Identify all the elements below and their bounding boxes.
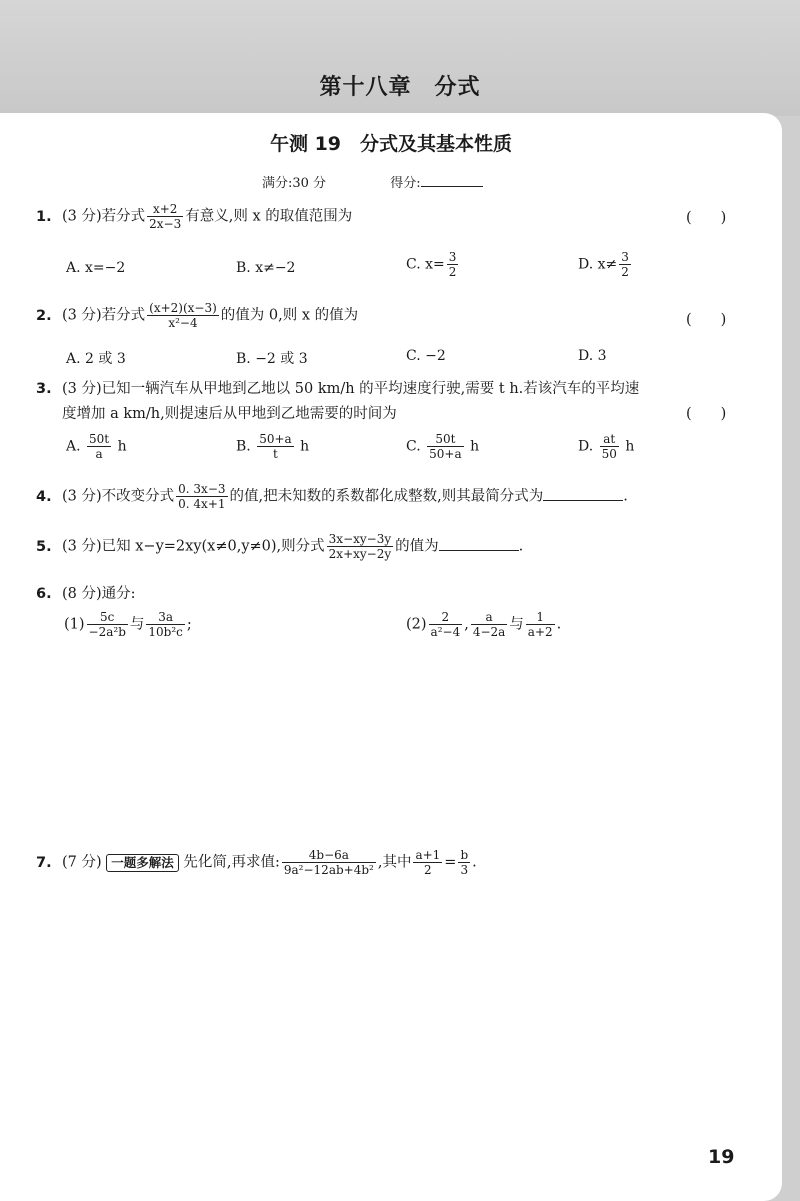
q-text: .: [518, 538, 524, 555]
numerator: 3a: [146, 610, 184, 625]
numerator: 50t: [89, 432, 110, 446]
fraction: [87, 432, 111, 461]
question-2: [36, 301, 358, 330]
denominator: a²−4: [430, 625, 461, 639]
question-number: 6.: [36, 586, 52, 602]
unit: h: [470, 438, 480, 455]
worksheet: [0, 113, 782, 1201]
fraction: [147, 301, 219, 330]
full-score: 满分:30 分: [262, 176, 327, 191]
fraction: [257, 432, 293, 461]
part-label: (1): [64, 616, 85, 633]
numerator: 5c: [87, 610, 128, 625]
option-c[interactable]: [406, 432, 479, 461]
denominator: 3: [460, 863, 469, 877]
option-label: A.: [66, 438, 81, 455]
q-text: 先化简,再求值:: [183, 854, 280, 871]
question-number: 2.: [36, 307, 52, 324]
numerator: 50+a: [259, 432, 292, 446]
denominator: 2x+xy−2y: [328, 547, 392, 561]
fraction: [176, 482, 227, 511]
question-number: 5.: [36, 538, 52, 555]
q-text: .: [556, 616, 562, 633]
question-3-line-2: 度增加 a km/h,则提速后从甲地到乙地需要的时间为: [62, 406, 397, 422]
answer-paren-2[interactable]: ( ): [686, 312, 727, 328]
denominator: 50+a: [429, 447, 462, 461]
q-text: (3 分)已知一辆汽车从甲地到乙地以 50 km/h 的平均速度行驶,需要 t h.若该汽车的平均速: [62, 381, 640, 397]
page-number: 19: [708, 1146, 735, 1168]
option-label: D. x≠: [578, 256, 618, 273]
denominator: 10b²c: [148, 625, 183, 639]
option-b[interactable]: [236, 432, 309, 461]
q-text: 与: [509, 616, 524, 633]
question-3: [36, 377, 639, 398]
answer-paren-3[interactable]: ( ): [686, 406, 727, 422]
unit: h: [117, 438, 127, 455]
unit: h: [625, 438, 635, 455]
fraction: [619, 250, 631, 279]
answer-blank-5[interactable]: [439, 536, 519, 551]
question-number: 4.: [36, 488, 52, 505]
numerator: 1: [526, 610, 555, 625]
fraction: [458, 848, 470, 877]
part-label: (2): [406, 616, 427, 633]
question-7: [36, 848, 477, 877]
numerator: a: [471, 610, 507, 625]
denominator: a: [95, 447, 103, 461]
got-score-label: 得分:: [390, 176, 421, 191]
denominator: 2x−3: [149, 217, 182, 231]
question-6: [36, 582, 136, 603]
q-text: (3 分)不改变分式: [62, 488, 175, 505]
option-label: D.: [578, 438, 594, 455]
question-number: 3.: [36, 381, 52, 397]
question-6-part-2: [406, 610, 561, 639]
q-text: 的值为 0,则 x 的值为: [220, 307, 359, 324]
question-number: 7.: [36, 854, 52, 871]
numerator: b: [460, 848, 469, 862]
question-4: [36, 482, 628, 511]
numerator: 3: [448, 250, 457, 264]
denominator: −2a²b: [88, 625, 126, 639]
option-c[interactable]: C. −2: [406, 348, 446, 364]
fraction: [146, 610, 184, 639]
q-text: (3 分)若分式: [62, 208, 146, 225]
fraction: [413, 848, 442, 877]
numerator: at: [600, 432, 619, 447]
denominator: 2: [448, 265, 457, 279]
denominator: a+2: [527, 625, 553, 639]
fraction: [427, 432, 463, 461]
denominator: x²−4: [168, 316, 198, 330]
option-b[interactable]: B. −2 或 3: [236, 351, 308, 367]
answer-blank-4[interactable]: [543, 486, 623, 501]
q-text: (3 分)若分式: [62, 307, 146, 324]
denominator: 2: [621, 265, 629, 279]
option-a[interactable]: A. 2 或 3: [66, 351, 126, 367]
q-text: (3 分)已知 x−y=2xy(x≠0,y≠0),则分式: [62, 538, 325, 555]
fraction: [600, 432, 619, 461]
multi-solution-badge: 一题多解法: [106, 854, 179, 872]
numerator: a+1: [415, 848, 441, 862]
numerator: (x+2)(x−3): [149, 301, 217, 315]
question-number: 1.: [36, 208, 52, 225]
question-6-part-1: [64, 610, 192, 639]
q-text: (7 分): [62, 854, 102, 871]
q-text: ;: [186, 616, 192, 633]
question-1: [36, 202, 352, 231]
q-text: 有意义,则 x 的取值范围为: [185, 208, 353, 225]
fraction: [282, 848, 376, 877]
section-title: 午测 19 分式及其基本性质: [269, 133, 513, 155]
option-b[interactable]: B. x≠−2: [236, 260, 296, 276]
denominator: 2: [424, 863, 432, 877]
chapter-title: 第十八章 分式: [319, 75, 481, 100]
option-d[interactable]: [578, 250, 633, 279]
option-label: C.: [406, 438, 421, 455]
option-d[interactable]: D. 3: [578, 348, 607, 364]
fraction: [147, 202, 183, 231]
denominator: 4−2a: [472, 625, 506, 639]
denominator: 50: [601, 447, 617, 461]
fraction: [471, 610, 507, 639]
option-c[interactable]: [406, 250, 460, 279]
denominator: 9a²−12ab+4b²: [283, 863, 374, 877]
fraction: [526, 610, 555, 639]
q-text: (8 分)通分:: [62, 586, 136, 602]
numerator: 3x−xy−3y: [328, 532, 392, 546]
q-text: .: [623, 488, 628, 505]
q-text: ,其中: [377, 854, 412, 871]
q-text: 的值,把未知数的系数都化成整数,则其最简分式为: [229, 488, 544, 505]
option-label: B.: [236, 438, 251, 455]
unit: h: [300, 438, 310, 455]
q-text: .: [472, 854, 477, 871]
score-line: [262, 172, 483, 191]
fraction: [429, 610, 463, 639]
fraction: [447, 250, 459, 279]
q-text: 与: [129, 616, 145, 633]
numerator: 0. 3x−3: [178, 482, 226, 496]
fraction: [87, 610, 128, 639]
denominator: 0. 4x+1: [178, 497, 226, 511]
answer-paren-1[interactable]: ( ): [686, 210, 727, 226]
fraction: [327, 532, 393, 561]
option-label: C. x=: [406, 256, 445, 273]
q-text: =: [444, 854, 457, 871]
numerator: 2: [429, 610, 463, 625]
score-blank[interactable]: [421, 174, 483, 187]
q-text: ,: [464, 616, 469, 633]
option-a[interactable]: [66, 432, 127, 461]
option-a[interactable]: A. x=−2: [66, 260, 126, 276]
denominator: t: [273, 447, 278, 461]
question-5: [36, 532, 523, 561]
numerator: 50t: [427, 432, 463, 447]
numerator: x+2: [147, 202, 183, 217]
option-d[interactable]: [578, 432, 634, 461]
numerator: 4b−6a: [282, 848, 376, 863]
q-text: 的值为: [395, 538, 439, 555]
numerator: 3: [621, 250, 629, 264]
